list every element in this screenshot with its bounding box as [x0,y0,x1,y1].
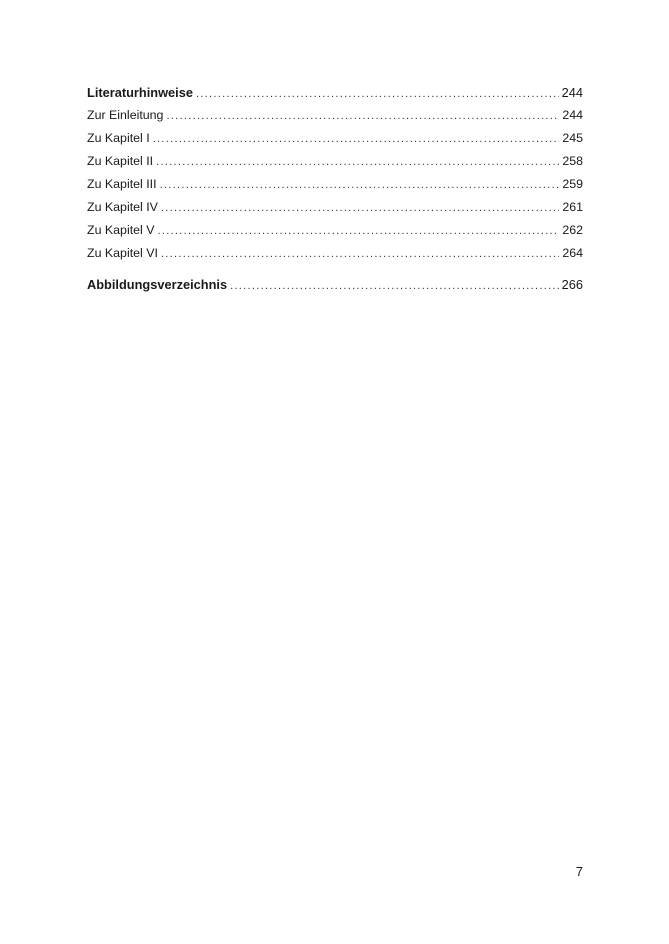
toc-leader-dots [166,110,559,122]
toc-entry-label: Zu Kapitel V [87,223,155,237]
toc-entry-abbildungsverzeichnis [87,277,583,300]
toc-entry-zur-einleitung [87,108,583,131]
toc-entry-page: 266 [561,277,583,292]
toc-entry-zu-kapitel-i [87,131,583,154]
toc-entry-page: 262 [562,223,583,237]
toc-leader-dots [160,179,560,191]
toc-leader-dots [161,202,559,214]
toc-entry-label: Abbildungsverzeichnis [87,277,228,292]
toc-entry-page: 261 [562,200,583,214]
toc-entry-zu-kapitel-vi [87,246,583,269]
toc-entry-zu-kapitel-v [87,223,583,246]
page-number: 7 [575,864,583,879]
toc-entry-literaturhinweise [87,85,583,108]
toc-leader-dots [161,248,559,260]
toc-entry-page: 259 [562,177,583,191]
toc-entry-page: 244 [561,85,583,100]
toc-entry-page: 258 [562,154,583,168]
toc-entry-zu-kapitel-iv [87,200,583,223]
toc-leader-dots [196,88,559,100]
toc-entry-label: Zu Kapitel I [87,131,150,145]
toc-entry-zu-kapitel-iii [87,177,583,200]
toc-leader-dots [230,280,559,292]
toc-entry-zu-kapitel-ii [87,154,583,177]
toc-entry-label: Zu Kapitel VI [87,246,158,260]
toc-entry-page: 244 [562,108,583,122]
toc-leader-dots [156,156,559,168]
toc-entry-label: Literaturhinweise [87,85,193,100]
table-of-contents [87,85,583,300]
toc-entry-label: Zu Kapitel III [87,177,157,191]
toc-entry-page: 245 [562,131,583,145]
toc-entry-label: Zu Kapitel IV [87,200,158,214]
toc-entry-page: 264 [562,246,583,260]
toc-leader-dots [153,133,560,145]
toc-entry-label: Zur Einleitung [87,108,164,122]
toc-entry-label: Zu Kapitel II [87,154,154,168]
toc-leader-dots [158,225,560,237]
